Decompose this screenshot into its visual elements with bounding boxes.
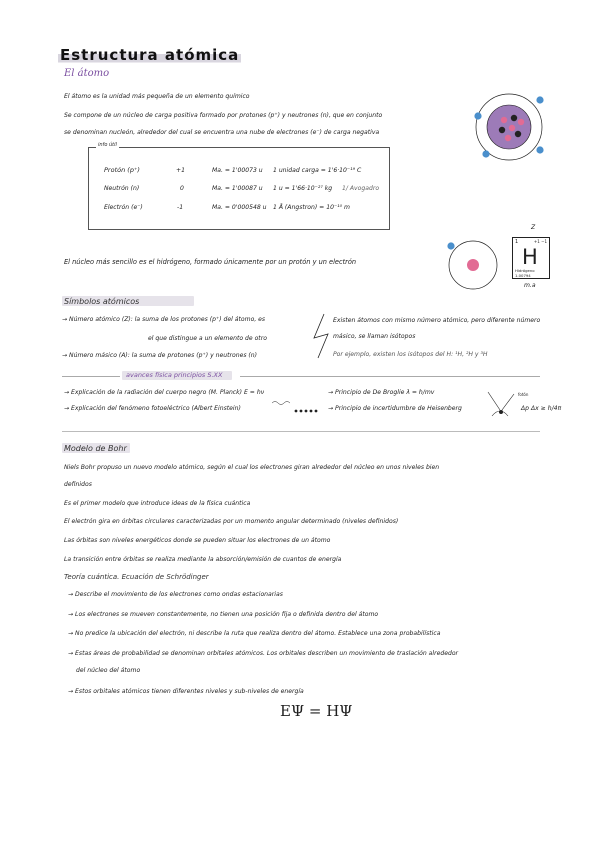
- element-symbol: H: [522, 245, 538, 269]
- heisenberg-icon: [484, 388, 518, 422]
- particle-name: Electrón (e⁻): [104, 204, 143, 211]
- particle-charge: -1: [177, 204, 184, 211]
- particle-name: Protón (p⁺): [104, 166, 140, 174]
- atom-diagram: [466, 84, 552, 170]
- fact-angstrom: 1 Å (Angstron) = 10⁻¹⁰ m: [273, 204, 350, 211]
- particle-name: Neutrón (n): [104, 185, 140, 192]
- hydrogen-sentence: El núcleo más sencillo es el hidrógeno, formado únicamente por un protón y un electrón: [64, 258, 357, 266]
- simbolos-right-1: Existen átomos con mismo número atómico, pero diferente número: [333, 317, 541, 324]
- bohr-line: Es el primer modelo que introduce ideas de la física cuántica: [64, 500, 251, 507]
- simbolos-right-3: Por ejemplo, existen los isótopos del H: ¹H, ²H y ³H: [333, 351, 488, 358]
- bohr-line: Niels Bohr propuso un nuevo modelo atómico, según el cual los electrones giran alrededor del núcleo en unos niveles bien: [64, 464, 440, 471]
- section-title-bohr: Modelo de Bohr: [64, 444, 127, 453]
- teoria-line: → No predice la ubicación del electrón, ni describe la ruta que realiza dentro del átomo. Establece una zona probabilística: [68, 630, 441, 637]
- avances-line-1: → Explicación de la radiación del cuerpo negro (M. Planck) E = hν: [64, 389, 265, 396]
- atomo-line-1: El átomo es la unidad más pequeña de un elemento químico: [64, 93, 250, 100]
- element-mass: 1.00794: [515, 273, 531, 278]
- ma-annotation: m.a: [524, 282, 536, 289]
- atomo-line-2: Se compone de un núcleo de carga positiva formado por protones (p⁺) y neutrones (n), que en conjunto: [64, 112, 383, 119]
- photoelectric-icon: [270, 399, 318, 415]
- simbolos-line-2: → Número másico (A): la suma de protones (p⁺) y neutrones (n): [62, 352, 258, 359]
- electron-dot: [474, 112, 481, 119]
- neutron-dot: [515, 131, 521, 137]
- simbolos-right-2: másico, se llaman isótopos: [333, 333, 416, 340]
- section-title-simbolos: Símbolos atómicos: [64, 297, 140, 306]
- avances-right-1: → Principio de De Broglie λ = h/mv: [328, 389, 435, 396]
- neutron-dot: [511, 115, 517, 121]
- divider: [62, 431, 540, 432]
- photon-label: fotón: [518, 392, 529, 397]
- element-card: [512, 237, 550, 279]
- bohr-line: La transición entre órbitas se realiza mediante la absorción/emisión de cuantos de energía: [64, 556, 342, 563]
- teoria-line: del núcleo del átomo: [76, 667, 141, 674]
- particle-charge: 0: [180, 185, 184, 192]
- bohr-line: Las órbitas son niveles energéticos donde se pueden situar los electrones de un átomo: [64, 537, 331, 544]
- proton-dot: [509, 125, 515, 131]
- neutron-dot: [499, 127, 505, 133]
- hydrogen-electron: [447, 242, 454, 249]
- atomo-line-3: se denominan nucleón, alrededor del cual se encuentra una nube de electrones (e⁻) de carga negativa: [64, 129, 380, 136]
- avances-line-2: → Explicación del fenómeno fotoeléctrico (Albert Einstein): [64, 405, 241, 412]
- teoria-line: → Estos orbitales atómicos tienen diferentes niveles y sub-niveles de energía: [68, 688, 304, 695]
- proton-dot: [505, 135, 511, 141]
- proton-dot: [501, 117, 507, 123]
- section-title-avances: avances física principios S.XX: [126, 371, 223, 379]
- bohr-line: definidos: [64, 481, 92, 488]
- fact-mass-unit: 1 u = 1'66·10⁻²⁷ kg: [273, 185, 333, 192]
- schrodinger-equation: EΨ = HΨ: [280, 702, 353, 720]
- info-box-label: info útil: [98, 142, 117, 148]
- hydrogen-diagram: [440, 232, 506, 298]
- teoria-line: → Los electrones se mueven constantemente, no tienen una posición fija o definida dentro del átomo: [68, 611, 379, 618]
- lightning-icon: [310, 312, 334, 360]
- particle-mass: Ma. = 1'00087 u: [212, 185, 263, 192]
- particle-mass: Ma. = 0'000548 u: [212, 204, 267, 211]
- element-name: Hidrógeno: [515, 268, 535, 273]
- z-annotation: Z: [531, 224, 536, 231]
- heisenberg-formula: Δp Δx ≥ h/4π: [521, 405, 562, 412]
- particle-mass: Ma. = 1'00073 u: [212, 167, 263, 174]
- electron-dot: [482, 150, 489, 157]
- divider-left: [62, 376, 120, 377]
- teoria-line: → Describe el movimiento de los electrones como ondas estacionarias: [68, 591, 283, 598]
- divider-right: [240, 376, 540, 377]
- avances-right-2: → Principio de incertidumbre de Heisenberg: [328, 405, 462, 412]
- fact-charge: 1 unidad carga = 1'6·10⁻¹⁹ C: [273, 167, 362, 174]
- bohr-line: El electrón gira en órbitas circulares caracterizadas por un momento angular determinado (niveles definidos): [64, 518, 399, 525]
- simbolos-line-1b: el que distingue a un elemento de otro: [148, 335, 267, 342]
- section-title-atomo: El átomo: [64, 68, 110, 79]
- particle-charge: +1: [176, 167, 185, 174]
- section-title-teoria: Teoría cuántica. Ecuación de Schrödinger: [64, 573, 209, 581]
- page-title: Estructura atómica: [60, 46, 240, 64]
- teoria-line: → Estas áreas de probabilidad se denominan orbitales atómicos. Los orbitales describen un movimiento de traslación alrededor: [68, 650, 459, 657]
- electron-dot: [536, 146, 543, 153]
- electron-dot: [536, 96, 543, 103]
- proton-dot: [518, 119, 524, 125]
- hydrogen-proton: [467, 259, 479, 271]
- avogadro-note: 1/ Avogadro: [342, 185, 380, 192]
- simbolos-line-1a: → Número atómico (Z): la suma de los protones (p⁺) del átomo, es: [62, 316, 266, 323]
- element-charges: +1 −1: [533, 239, 547, 244]
- element-z: 1: [515, 239, 519, 245]
